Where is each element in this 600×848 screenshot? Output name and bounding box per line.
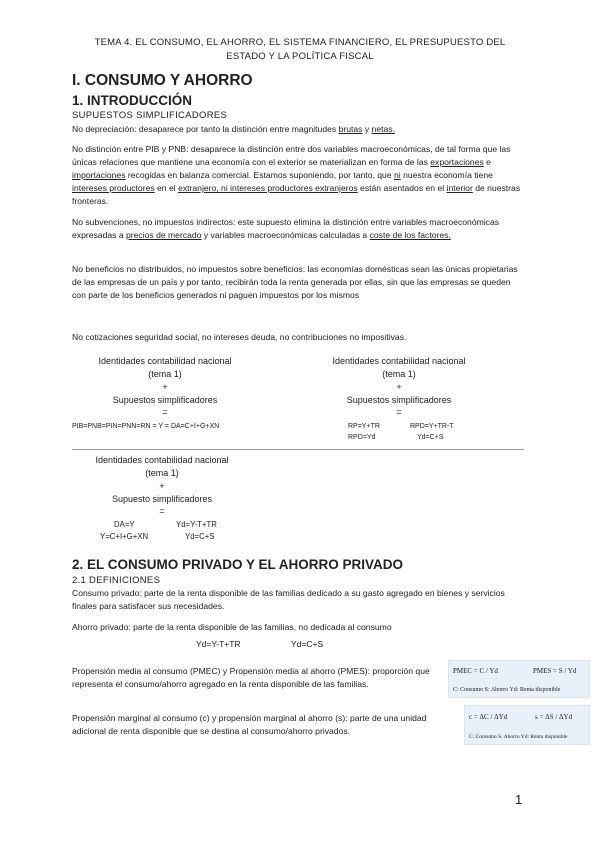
section-title: I. CONSUMO Y AHORRO (72, 72, 253, 89)
text: recogidas en balanza comercial. Estamos suponiendo, por tanto, que (125, 170, 394, 180)
identity-block-right (306, 355, 492, 417)
identity-right-eq-2b: Yd=C+S (417, 434, 444, 441)
c-formula: c = ΔC / ΔYd (469, 713, 508, 721)
identity-line: Supuestos simplificadores (112, 395, 218, 405)
section-subtitle: 1. INTRODUCCIÓN (72, 93, 193, 108)
divider-line (72, 449, 524, 450)
underlined-text: ni (393, 170, 401, 180)
page-header (60, 36, 540, 64)
underlined-text: coste de los factores. (369, 230, 451, 240)
saving-equation-b: Yd=C+S (291, 639, 324, 649)
underlined-text: precios de mercado (125, 230, 202, 240)
identity-line: (tema 1) (148, 369, 182, 379)
identity-line: (tema 1) (382, 369, 416, 379)
paragraph-no-depreciation (72, 123, 522, 136)
paragraph-average-propensity: Propensión media al consumo (PMEC) y Propensión media al ahorro (PMES): proporción que representa el consumo/ahorro agregado en la renta disponible de las familias. (72, 666, 430, 689)
text: y variables macroeconómicas calculadas a (201, 230, 370, 240)
identity-line: Identidades contabilidad nacional (98, 356, 232, 366)
section-2-title: 2. EL CONSUMO PRIVADO Y EL AHORRO PRIVADO (72, 557, 404, 572)
header-line-2: ESTADO Y LA POLÍTICA FISCAL (226, 51, 374, 62)
identity-bottom-eq-1b: Yd=Y-T+TR (176, 520, 217, 529)
paragraph-no-social-security: No cotizaciones seguridad social, no intereses deuda, no contribuciones no impositivas. (72, 332, 407, 342)
underlined-text: exportaciones (430, 157, 484, 167)
text: e (483, 157, 491, 167)
formula-caption: C: Consumo S: Ahorro Yd: Renta disponible (469, 734, 568, 740)
identity-line: (tema 1) (145, 468, 179, 478)
identity-block-left (72, 355, 258, 417)
identity-bottom-eq-2b: Yd=C+S (185, 532, 215, 541)
identity-line: Identidades contabilidad nacional (332, 356, 466, 366)
equals-sign: = (159, 506, 165, 516)
identity-right-eq-1a: RP=Y+TR (348, 423, 380, 430)
underlined-text: importaciones (72, 170, 126, 180)
text: están asentados en el (357, 183, 447, 193)
saving-equation-a: Yd=Y-T+TR (196, 639, 241, 649)
definitions-label: 2.1 DEFINICIONES (72, 575, 161, 586)
text: en el (154, 183, 179, 193)
text: No depreciación: desaparece por tanto la distinción entre magnitudes (72, 124, 339, 134)
plus-sign: + (162, 382, 168, 392)
paragraph-private-saving: Ahorro privado: parte de la renta disponible de las familias, no dedicada al consumo (72, 622, 392, 632)
marginal-propensity-formula-image (464, 705, 590, 745)
identity-block-bottom (72, 454, 252, 516)
page-number: 1 (515, 792, 523, 807)
underlined-text: intereses productores (72, 183, 155, 193)
identity-bottom-eq-2a: Y=C+I+G+XN (100, 532, 149, 541)
header-line-1: TEMA 4. EL CONSUMO, EL AHORRO, EL SISTEMA FINANCIERO, EL PRESUPUESTO DEL (94, 37, 506, 48)
underlined-text: extranjero, ni intereses productores extranjeros (178, 183, 358, 193)
text: de nuestras fronteras. (72, 183, 521, 206)
text: No distinción entre PIB y PNB: desaparece la distinción entre dos variables macroeconómicas, de tal forma que las únicas relaciones que mantiene una economía con el exterior se materializan en forma de las (72, 144, 511, 167)
identity-right-eq-1b: RPD=Y+TR-T (410, 423, 454, 430)
text: y (362, 124, 372, 134)
identity-bottom-eq-1a: DA=Y (114, 520, 135, 529)
s-formula: s = ΔS / ΔYd (535, 713, 573, 721)
text: nuestra economía tiene (400, 170, 493, 180)
average-propensity-formula-image (448, 660, 590, 698)
formula-caption: C: Consumo S: Ahorro Yd: Renta disponible (453, 687, 561, 693)
equals-sign: = (396, 407, 402, 417)
identity-left-equation: PIB=PNB=PIN=PNN=RN = Y = DA=C+I+G+XN (72, 423, 220, 430)
paragraph-no-subsidies (72, 216, 522, 242)
plus-sign: + (396, 382, 402, 392)
underlined-text: netas. (371, 124, 395, 134)
pmec-formula: PMEC = C / Yd (453, 667, 498, 675)
equals-sign: = (162, 407, 168, 417)
paragraph-no-pib-pnb (72, 143, 522, 208)
paragraph-marginal-propensity: Propensión marginal al consumo (c) y propensión marginal al ahorro (s): parte de una unidad adicional de renta disponible que se destina al consumo/ahorro privados. (72, 713, 427, 736)
pmes-formula: PMES = S / Yd (533, 667, 577, 675)
plus-sign: + (159, 481, 165, 491)
identity-line: Identidades contabilidad nacional (95, 455, 229, 465)
identity-line: Supuestos simplificadores (346, 395, 452, 405)
text: No subvenciones, no impuestos indirectos: este supuesto elimina la distinción entre variables macroeconómicas expresadas a (72, 217, 500, 240)
paragraph-private-consumption: Consumo privado: parte de la renta disponible de las familias dedicado a su gasto agregado en bienes y servicios finales para satisfacer sus necesidades. (72, 588, 505, 611)
underlined-text: brutas (338, 124, 363, 134)
underlined-text: interior (446, 183, 473, 193)
identity-right-eq-2a: RPD=Yd (348, 434, 376, 441)
assumptions-label: SUPUESTOS SIMPLIFICADORES (72, 110, 228, 121)
identity-line: Supuesto simplificadores (111, 494, 213, 504)
paragraph-no-undistributed-profits: No beneficios no distribuidos, no impuestos sobre beneficios: las economías domésticas sean las únicas propietarias de las empresas de un país y por tanto, recibirán toda la renta generada por ellas, sin que las empresas se queden con parte de los beneficios generados ni paguen impuestos por los mismos (72, 264, 518, 300)
